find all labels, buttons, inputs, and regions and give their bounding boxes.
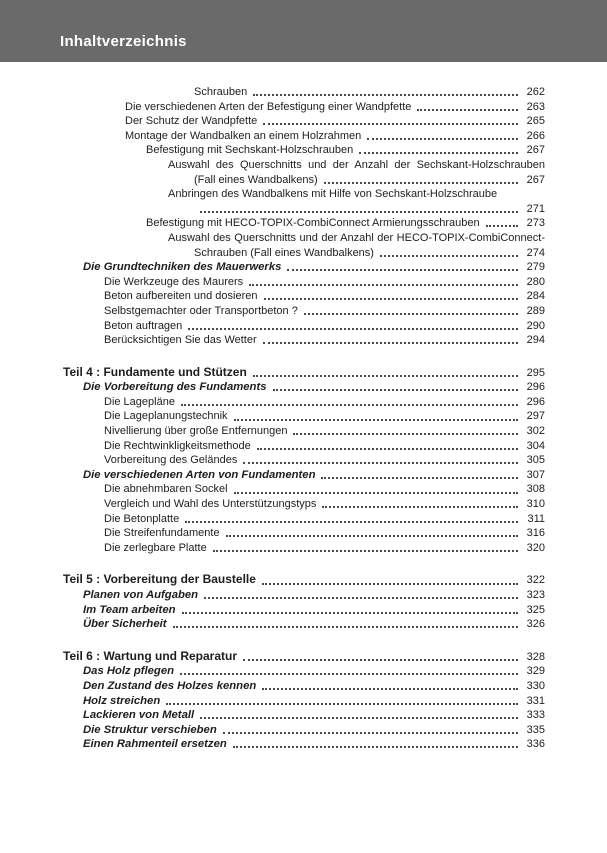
toc-entry-title: Nivellierung über große Entfernungen xyxy=(104,425,288,438)
toc-page-number: 328 xyxy=(526,650,545,663)
dotted-leader xyxy=(249,284,518,286)
toc-entry-title: Die abnehmbaren Sockel xyxy=(104,483,228,496)
toc-row xyxy=(0,694,545,709)
toc-entry-title: Vorbereitung des Geländes xyxy=(104,454,238,467)
toc-row xyxy=(0,114,545,129)
toc-row xyxy=(0,737,545,752)
dotted-leader xyxy=(234,492,518,494)
toc-list xyxy=(0,62,607,752)
toc-entry-title: Teil 6 : Wartung und Reparatur xyxy=(63,648,238,663)
toc-page-number: 263 xyxy=(526,100,545,113)
toc-entry-title: Teil 4 : Fundamente und Stützen xyxy=(63,364,247,379)
toc-entry-title: Die Lagepläne xyxy=(104,395,175,408)
dotted-leader xyxy=(380,255,518,257)
toc-entry-title: Die verschiedenen Arten der Befestigung einer Wandpfette xyxy=(125,100,412,113)
toc-row xyxy=(0,482,545,497)
toc-row xyxy=(0,424,545,439)
dotted-leader xyxy=(234,419,518,421)
toc-row xyxy=(0,617,545,632)
toc-entry-title: Die Betonplatte xyxy=(104,512,180,525)
toc-page-number: 290 xyxy=(526,319,545,332)
toc-entry-title: Im Team arbeiten xyxy=(83,603,176,616)
toc-page-number: 307 xyxy=(526,468,545,481)
dotted-leader xyxy=(200,211,518,213)
toc-page-number: 305 xyxy=(526,454,545,467)
dotted-leader xyxy=(293,433,518,435)
toc-row xyxy=(0,158,545,173)
toc-page-number: 310 xyxy=(526,498,545,511)
toc-entry-title: Die Lageplanungstechnik xyxy=(104,410,228,423)
toc-entry-title: Die Rechtwinkligkeitsmethode xyxy=(104,439,251,452)
dotted-leader xyxy=(223,732,518,734)
toc-entry-title: Befestigung mit HECO-TOPIX-CombiConnect Armierungsschrauben xyxy=(146,217,480,230)
toc-entry-title: Die verschiedenen Arten von Fundamenten xyxy=(83,468,316,481)
toc-row xyxy=(0,129,545,144)
toc-entry-title: Beton aufbereiten und dosieren xyxy=(104,290,258,303)
dotted-leader xyxy=(185,521,518,523)
toc-page-number: 308 xyxy=(526,483,545,496)
dotted-leader xyxy=(324,182,518,184)
toc-page-number: 274 xyxy=(526,246,545,259)
dotted-leader xyxy=(287,269,518,271)
toc-entry-title: Die Struktur verschieben xyxy=(83,723,217,736)
toc-page-number: 322 xyxy=(526,574,545,587)
dotted-leader xyxy=(180,673,518,675)
toc-row xyxy=(0,143,545,158)
toc-page-number: 336 xyxy=(526,738,545,751)
dotted-leader xyxy=(262,688,518,690)
toc-entry-title: Berücksichtigen Sie das Wetter xyxy=(104,334,257,347)
toc-entry-title: Auswahl des Querschnitts und der Anzahl der HECO-TOPIX-CombiConnect- xyxy=(168,231,545,244)
dotted-leader xyxy=(273,389,519,391)
toc-page-number: 329 xyxy=(526,665,545,678)
toc-entry-title: Die Vorbereitung des Fundaments xyxy=(83,381,267,394)
toc-entry-title: Befestigung mit Sechskant-Holzschrauben xyxy=(146,144,354,157)
toc-row xyxy=(0,649,545,665)
page-title: Inhaltverzeichnis xyxy=(60,33,187,50)
dotted-leader xyxy=(264,298,518,300)
toc-entry-title: Einen Rahmenteil ersetzen xyxy=(83,738,227,751)
toc-entry-title: Beton auftragen xyxy=(104,319,183,332)
toc-row xyxy=(0,85,545,100)
toc-page-number: 266 xyxy=(526,129,545,142)
toc-page-number: 295 xyxy=(526,366,545,379)
toc-row xyxy=(0,409,545,424)
toc-row xyxy=(0,187,545,202)
toc-entry-title: Der Schutz der Wandpfette xyxy=(125,115,258,128)
toc-row xyxy=(0,275,545,290)
toc-row xyxy=(0,231,545,246)
toc-row xyxy=(0,246,545,261)
page-header xyxy=(0,0,607,62)
toc-page-number: 267 xyxy=(526,144,545,157)
dotted-leader xyxy=(417,109,518,111)
toc-entry-title: Teil 5 : Vorbereitung der Baustelle xyxy=(63,572,256,587)
toc-entry-title: Die Werkzeuge des Maurers xyxy=(104,275,244,288)
toc-page-number: 311 xyxy=(527,512,545,525)
dotted-leader xyxy=(253,375,518,377)
toc-page-number: 296 xyxy=(526,395,545,408)
toc-page-number: 294 xyxy=(526,334,545,347)
toc-page-number: 273 xyxy=(526,217,545,230)
dotted-leader xyxy=(257,448,518,450)
toc-page-number: 297 xyxy=(526,410,545,423)
toc-row xyxy=(0,216,545,231)
toc-page-number: 302 xyxy=(526,425,545,438)
toc-entry-title: Montage der Wandbalken an einem Holzrahmen xyxy=(125,129,362,142)
dotted-leader xyxy=(243,659,518,661)
toc-row xyxy=(0,333,545,348)
toc-entry-title: Das Holz pflegen xyxy=(83,665,175,678)
toc-page-number: 335 xyxy=(526,723,545,736)
toc-page-number: 325 xyxy=(526,603,545,616)
toc-row xyxy=(0,395,545,410)
toc-row xyxy=(0,526,545,541)
toc-entry-title: Schrauben (Fall eines Wandbalkens) xyxy=(194,246,374,259)
toc-page-number: 326 xyxy=(526,618,545,631)
dotted-leader xyxy=(213,550,518,552)
toc-entry-title: Planen von Aufgaben xyxy=(83,589,199,601)
toc-page-number: 296 xyxy=(526,381,545,394)
toc-row xyxy=(0,572,545,588)
toc-row xyxy=(0,497,545,512)
toc-row xyxy=(0,100,545,115)
toc-row xyxy=(0,439,545,454)
toc-page-number: 316 xyxy=(526,527,545,540)
dotted-leader xyxy=(226,535,518,537)
toc-entry-title: Auswahl des Querschnitts und der Anzahl der Sechskant-Holzschrauben xyxy=(168,158,545,171)
dotted-leader xyxy=(359,152,518,154)
toc-entry-title: Den Zustand des Holzes kennen xyxy=(83,679,257,692)
dotted-leader xyxy=(322,506,518,508)
toc-page-number: 289 xyxy=(526,304,545,317)
toc-page-number: 271 xyxy=(526,202,545,215)
toc-row xyxy=(0,708,545,723)
toc-page-number: 279 xyxy=(526,261,545,274)
dotted-leader xyxy=(321,477,518,479)
dotted-leader xyxy=(263,123,518,125)
toc-entry-title: Über Sicherheit xyxy=(83,618,167,631)
toc-page-number: 280 xyxy=(526,275,545,288)
dotted-leader xyxy=(486,225,518,227)
dotted-leader xyxy=(367,138,518,140)
toc-entry-title: Die Grundtechniken des Mauerwerks xyxy=(83,261,282,274)
toc-entry-title: Holz streichen xyxy=(83,694,161,707)
toc-entry-title: Vergleich und Wahl des Unterstützungstyps xyxy=(104,498,317,511)
toc-row xyxy=(0,541,545,556)
toc-entry-title: Selbstgemachter oder Transportbeton ? xyxy=(104,304,298,317)
dotted-leader xyxy=(263,342,518,344)
toc-row xyxy=(0,512,545,527)
toc-row xyxy=(0,603,545,618)
toc-row xyxy=(0,289,545,304)
toc-entry-title: Die Streifenfundamente xyxy=(104,527,220,540)
toc-page-number: 265 xyxy=(526,115,545,128)
toc-entry-title: (Fall eines Wandbalkens) xyxy=(194,173,318,186)
toc-page-number: 262 xyxy=(526,86,545,98)
toc-page-number: 323 xyxy=(526,589,545,601)
toc-row xyxy=(0,664,545,679)
toc-row xyxy=(0,202,545,217)
toc-row xyxy=(0,468,545,483)
toc-page-number: 267 xyxy=(526,173,545,186)
toc-row xyxy=(0,319,545,334)
toc-page-number: 333 xyxy=(526,709,545,722)
toc-row xyxy=(0,679,545,694)
toc-row xyxy=(0,453,545,468)
toc-row xyxy=(0,304,545,319)
toc-page-number: 330 xyxy=(526,679,545,692)
dotted-leader xyxy=(200,717,518,719)
dotted-leader xyxy=(304,313,518,315)
toc-row xyxy=(0,365,545,381)
dotted-leader xyxy=(233,746,518,748)
toc-row xyxy=(0,380,545,395)
toc-page-number: 284 xyxy=(526,290,545,303)
dotted-leader xyxy=(188,328,518,330)
dotted-leader xyxy=(262,583,518,585)
dotted-leader xyxy=(173,626,519,628)
toc-page-number: 331 xyxy=(526,694,545,707)
dotted-leader xyxy=(204,597,518,599)
dotted-leader xyxy=(182,612,519,614)
dotted-leader xyxy=(243,462,518,464)
toc-entry-title: Anbringen des Wandbalkens mit Hilfe von Sechskant-Holzschraube xyxy=(168,188,498,201)
toc-entry-title: Lackieren von Metall xyxy=(83,709,195,722)
toc-page-number: 304 xyxy=(526,439,545,452)
toc-row xyxy=(0,723,545,738)
toc-row xyxy=(0,260,545,275)
toc-entry-title: Schrauben xyxy=(194,86,248,98)
toc-page-number: 320 xyxy=(526,541,545,554)
dotted-leader xyxy=(181,404,518,406)
toc-row xyxy=(0,173,545,188)
toc-row xyxy=(0,588,545,603)
dotted-leader xyxy=(253,94,518,96)
dotted-leader xyxy=(166,703,518,705)
toc-entry-title: Die zerlegbare Platte xyxy=(104,541,207,554)
